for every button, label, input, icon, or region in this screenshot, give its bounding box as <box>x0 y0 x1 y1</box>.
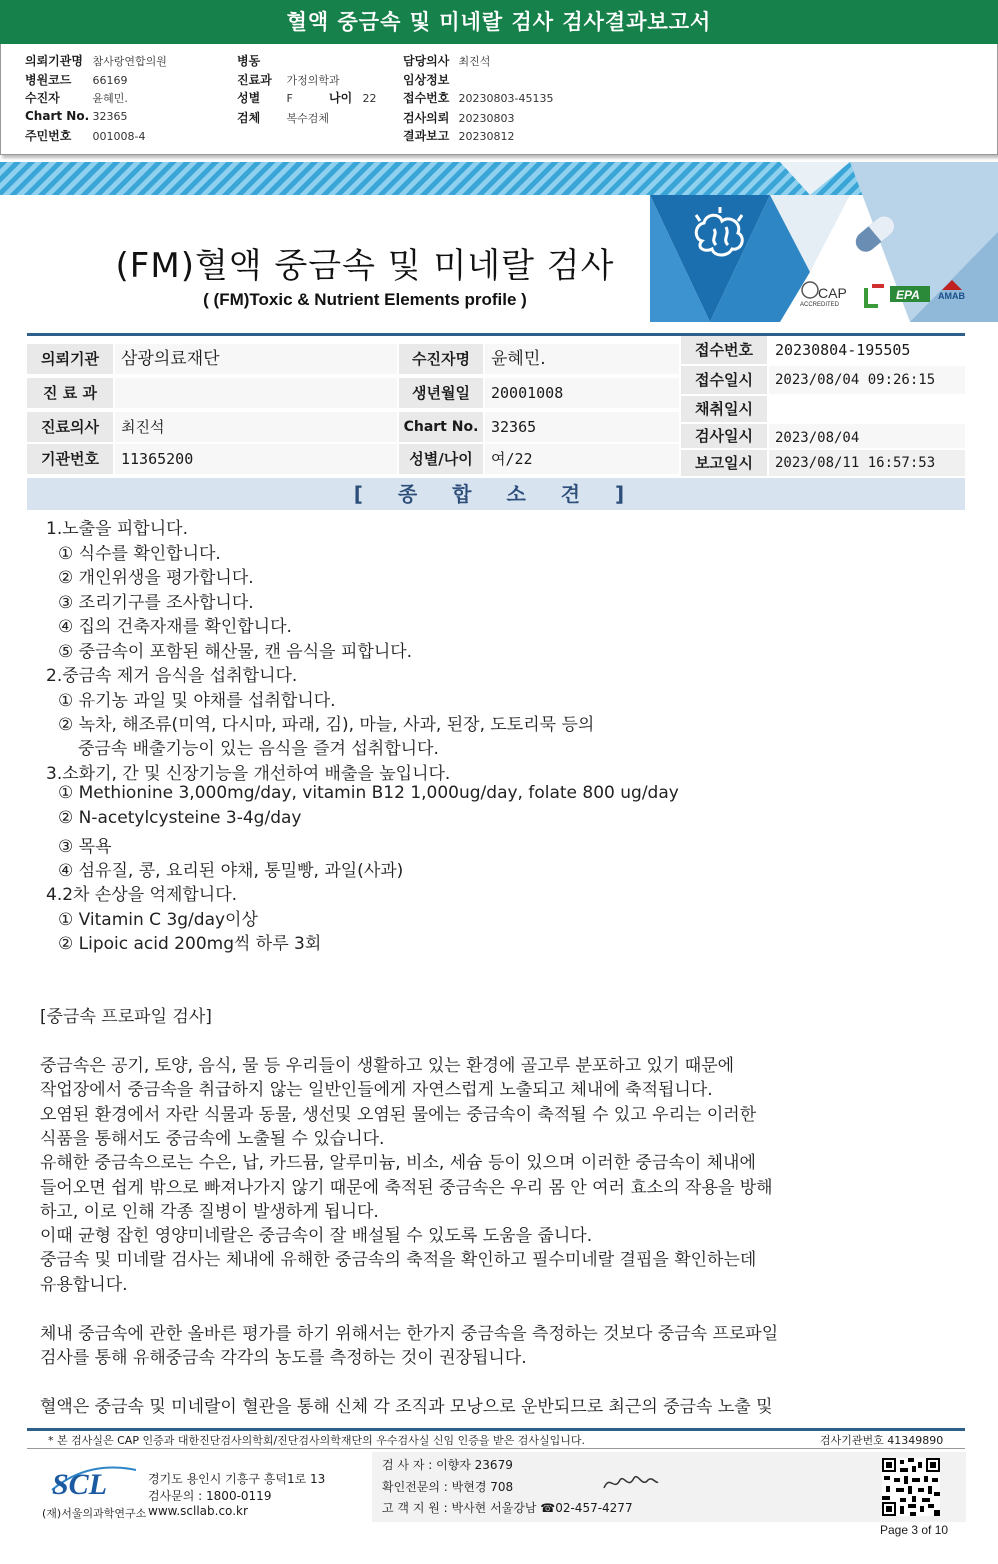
scl-logo <box>48 1460 138 1500</box>
req-test-request: 검사의뢰 20230803 <box>403 111 515 125</box>
body-line: 1.노출을 피합니다. <box>46 519 188 539</box>
value-test-datetime: 2023/08/04 <box>769 424 965 448</box>
body-line: 식품을 통해서도 중금속에 노출될 수 있습니다. <box>40 1129 385 1149</box>
body-line: ② 녹차, 해조류(미역, 다시마, 파래, 김), 마늘, 사과, 된장, 도토리묵 등의 <box>58 715 595 735</box>
req-clinical-info: 임상정보 <box>403 73 450 87</box>
cap-logo <box>800 282 847 308</box>
req-specimen: 검체 복수검체 <box>237 111 330 125</box>
req-ward: 병동 <box>237 54 261 68</box>
label-birth-date: 생년월일 <box>399 378 483 409</box>
body-line: 이때 균형 잡힌 영양미네랄은 중금속이 잘 배설될 수 있도록 도움을 줍니다. <box>40 1226 593 1246</box>
value-receipt-no: 20230804-195505 <box>775 341 911 359</box>
req-resident-no: 주민번호 001008-4 <box>25 129 146 143</box>
body-line: ② 개인위생을 평가합니다. <box>58 568 254 588</box>
body-line: 중금속은 공기, 토양, 음식, 물 등 우리들이 생활하고 있는 환경에 골고루 분포하고 있기 때문에 <box>40 1056 735 1076</box>
lm-logo <box>864 284 884 308</box>
body-line: 들어오면 쉽게 밖으로 빠져나가지 않기 때문에 축적된 중금속은 우리 몸 안 여러 효소의 작용을 방해 <box>40 1178 773 1198</box>
footer-separator <box>27 1448 965 1449</box>
req-receipt-no: 접수번호 20230803-45135 <box>403 91 554 105</box>
patient-info-table <box>27 333 965 476</box>
req-chart-no: Chart No. 32365 <box>25 109 128 123</box>
req-hospital-code: 병원코드 66169 <box>25 73 128 87</box>
customer-support: 고 객 지 원 : 박사현 서울강남 ☎02-457-4277 <box>382 1501 633 1515</box>
body-line: 작업장에서 중금속을 취급하지 않는 일반인들에게 자연스럽게 노출되고 체내에 축적됩니다. <box>40 1080 713 1100</box>
value-requesting-org: 삼광의료재단 <box>115 344 397 374</box>
address: 경기도 용인시 기흥구 흥덕1로 13 <box>148 1472 326 1486</box>
label-test-datetime: 검사일시 <box>681 424 767 448</box>
req-age: 나이 22 <box>329 91 377 105</box>
label-collection-datetime: 채취일시 <box>681 396 767 422</box>
body-line: 체내 중금속에 관한 올바른 평가를 하기 위해서는 한가지 중금속을 측정하는 것보다 중금속 프로파일 <box>40 1324 779 1344</box>
label-department: 진 료 과 <box>27 378 113 409</box>
request-info-box <box>0 44 998 155</box>
label-sex-age: 성별/나이 <box>399 444 483 475</box>
body-line: ⑤ 중금속이 포함된 해산물, 캔 음식을 피합니다. <box>58 642 413 662</box>
body-line: 3.소화기, 간 및 신장기능을 개선하여 배출을 높입니다. <box>46 764 451 784</box>
req-doctor: 담당의사 최진석 <box>403 54 491 68</box>
body-line: ④ 집의 건축자재를 확인합니다. <box>58 617 292 637</box>
svg-text:EPA: EPA <box>896 288 920 302</box>
organization-name: (재)서울의과학연구소 <box>42 1507 147 1520</box>
signature-icon <box>600 1470 660 1496</box>
banner-graphic <box>650 162 998 322</box>
label-receipt-no: 접수번호 <box>681 336 767 364</box>
label-patient-name: 수진자명 <box>399 344 483 375</box>
body-line: 오염된 환경에서 자란 식물과 동물, 생선및 오염된 물에는 중금속이 축적될 수 있고 우리는 이러한 <box>40 1105 757 1125</box>
section-heading: [중금속 프로파일 검사] <box>40 1007 212 1027</box>
value-department <box>115 378 397 408</box>
inquiry-phone: 검사문의 : 1800-0119 <box>148 1489 272 1503</box>
test-title: (FM)혈액 중금속 및 미네랄 검사 <box>115 246 615 286</box>
svg-text:ACCREDITED: ACCREDITED <box>800 302 840 308</box>
report-title-bar: 혈액 중금속 및 미네랄 검사 검사결과보고서 <box>0 0 998 44</box>
value-physician: 최진석 <box>115 412 397 442</box>
req-patient: 수진자 윤혜민. <box>25 91 128 105</box>
body-line: 하고, 이로 인해 각종 질병이 발생하게 됩니다. <box>40 1202 379 1222</box>
qr-code-icon <box>882 1458 940 1516</box>
label-institution-no: 기관번호 <box>27 444 113 475</box>
summary-heading: [ 종 합 소 견 ] <box>27 478 965 510</box>
value-report-datetime: 2023/08/11 16:57:53 <box>769 450 965 476</box>
body-line: 2.중금속 제거 음식을 섭취합니다. <box>46 666 298 686</box>
body-line: 검사를 통해 유해중금속 각각의 농도를 측정하는 것이 권장됩니다. <box>40 1348 527 1368</box>
label-requesting-org: 의뢰기관 <box>27 344 113 375</box>
svg-text:SCL: SCL <box>52 1468 108 1500</box>
value-collection-datetime <box>769 396 965 422</box>
svg-text:CAP: CAP <box>818 285 847 301</box>
accreditation-number: 검사기관번호 41349890 <box>820 1434 944 1447</box>
label-physician: 진료의사 <box>27 412 113 443</box>
value-chart-no: 32365 <box>485 412 679 442</box>
value-sex-age: 여/22 <box>485 444 679 474</box>
body-line: ④ 섬유질, 콩, 요리된 야채, 통밀빵, 과일(사과) <box>58 861 404 881</box>
body-line: 혈액은 중금속 및 미네랄이 혈관을 통해 신체 각 조직과 모낭으로 운반되므로 최근의 중금속 노출 및 <box>40 1397 773 1417</box>
body-line: 4.2차 손상을 억제합니다. <box>46 885 238 905</box>
value-receipt-datetime: 2023/08/04 09:26:15 <box>769 366 965 394</box>
body-line: ① Vitamin C 3g/day이상 <box>58 910 258 930</box>
svg-text:AMAB: AMAB <box>938 291 965 301</box>
req-department: 진료과 가정의학과 <box>237 73 340 87</box>
body-line: ② N-acetylcysteine 3-4g/day <box>58 808 302 828</box>
req-hospital: 의뢰기관명 참사랑연합의원 <box>25 54 167 68</box>
body-line: ③ 목욕 <box>58 837 112 857</box>
certification-note: * 본 검사실은 CAP 인증과 대한진단검사의학회/진단검사의학재단의 우수검사실 신임 인증을 받은 검사실입니다. <box>48 1434 586 1447</box>
body-line: ① 식수를 확인합니다. <box>58 544 221 564</box>
body-line: 중금속 배출기능이 있는 음식을 즐겨 섭취합니다. <box>78 739 439 759</box>
footer-divider <box>27 1428 965 1431</box>
body-line: ① 유기농 과일 및 야채를 섭취합니다. <box>58 691 336 711</box>
page-number: Page 3 of 10 <box>880 1523 949 1537</box>
req-sex: 성별 F <box>237 91 293 105</box>
epa-logo <box>890 286 930 302</box>
req-result-report: 결과보고 20230812 <box>403 129 515 143</box>
body-line: 유용합니다. <box>40 1275 128 1295</box>
body-line: 중금속 및 미네랄 검사는 체내에 유해한 중금속의 축적을 확인하고 필수미네랄 결핍을 확인하는데 <box>40 1250 757 1270</box>
body-line: 유해한 중금속으로는 수은, 납, 카드뮴, 알루미늄, 비소, 세슘 등이 있으며 이러한 중금속이 체내에 <box>40 1153 756 1173</box>
label-receipt-datetime: 접수일시 <box>681 366 767 394</box>
label-report-datetime: 보고일시 <box>681 450 767 476</box>
tester: 검 사 자 : 이향자 23679 <box>382 1458 513 1472</box>
test-subtitle: ( (FM)Toxic & Nutrient Elements profile ) <box>203 290 527 309</box>
label-chart-no: Chart No. <box>399 412 483 443</box>
body-line: ③ 조리기구를 조사합니다. <box>58 593 254 613</box>
body-line: ① Methionine 3,000mg/day, vitamin B12 1,000ug/day, folate 800 ug/day <box>58 783 679 803</box>
website-link[interactable]: www.scllab.co.kr <box>148 1504 248 1518</box>
confirming-specialist: 확인전문의 : 박현경 708 <box>382 1480 514 1494</box>
value-patient-name: 윤혜민. <box>485 344 679 374</box>
value-birth-date: 20001008 <box>485 378 679 408</box>
body-line: ② Lipoic acid 200mg씩 하루 3회 <box>58 934 322 954</box>
value-institution-no: 11365200 <box>115 444 397 474</box>
